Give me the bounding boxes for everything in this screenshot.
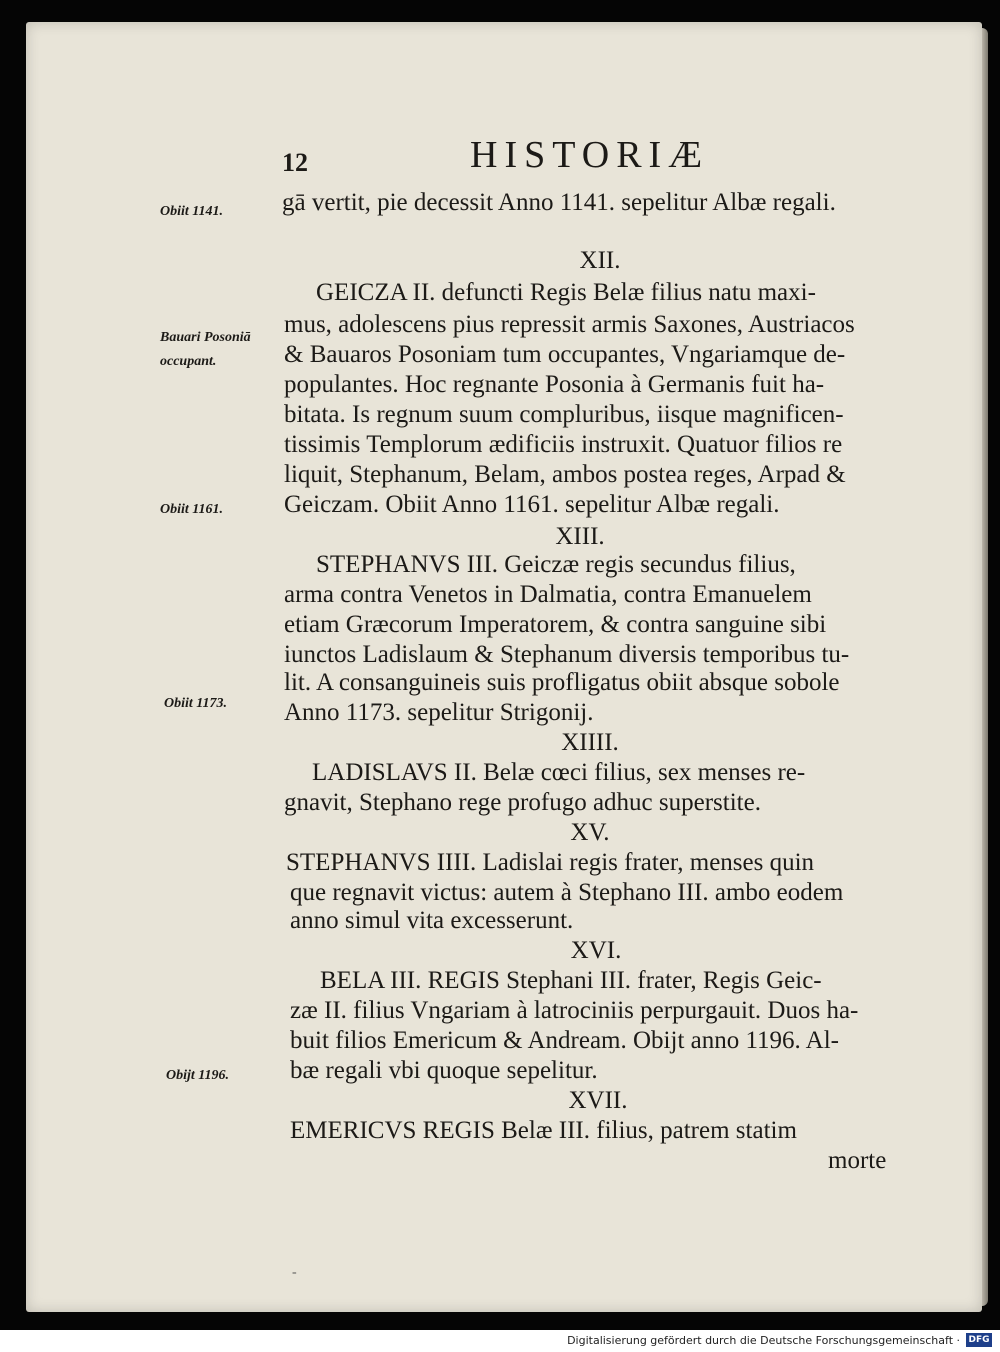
- footer-credit: Digitalisierung gefördert durch die Deutsche Forschungsgemeinschaft ·: [567, 1334, 960, 1347]
- text-line: gnavit, Stephano rege profugo adhuc superstite.: [284, 789, 761, 816]
- text-line: bæ regali vbi quoque sepelitur.: [290, 1057, 598, 1084]
- margin-note-obiit-1173: Obiit 1173.: [164, 696, 228, 711]
- margin-note-occupant: occupant.: [160, 354, 217, 369]
- section-heading: XIII.: [555, 523, 605, 550]
- text-line: STEPHANVS IIII. Ladislai regis frater, menses quin: [286, 849, 815, 876]
- text-line: populantes. Hoc regnante Posonia à Germanis fuit ha-: [284, 371, 825, 398]
- section-heading: XVI.: [570, 937, 622, 964]
- margin-note-obiit-1161: Obiit 1161.: [160, 502, 224, 517]
- text-line: tissimis Templorum ædificiis instruxit. Quatuor filios re: [284, 431, 843, 458]
- catchword: morte: [828, 1147, 887, 1174]
- text-line: etiam Græcorum Imperatorem, & contra sanguine sibi: [284, 611, 827, 638]
- text-line: GEICZA II. defuncti Regis Belæ filius natu maxi-: [316, 279, 816, 306]
- section-heading: XVII.: [568, 1087, 628, 1114]
- text-line: EMERICVS REGIS Belæ III. filius, patrem statim: [290, 1117, 797, 1144]
- text-line: bitata. Is regnum suum compluribus, iisque magnificen-: [284, 401, 844, 428]
- text-line: anno simul vita excesserunt.: [290, 907, 574, 934]
- text-line: lit. A consanguineis suis profligatus obiit absque sobole: [284, 669, 840, 696]
- text-line: gā vertit, pie decessit Anno 1141. sepelitur Albæ regali.: [282, 189, 836, 216]
- text-line: buit filios Emericum & Andream. Obijt anno 1196. Al-: [290, 1027, 839, 1054]
- text-line: & Bauaros Posoniam tum occupantes, Vngariamque de-: [284, 341, 846, 368]
- text-line: liquit, Stephanum, Belam, ambos postea reges, Arpad &: [284, 461, 846, 488]
- footnote-mark: -: [292, 1265, 297, 1280]
- page-number: 12: [282, 148, 308, 177]
- text-line: iunctos Ladislaum & Stephanum diversis temporibus tu-: [284, 641, 850, 668]
- margin-note-bauari: Bauari Posoniā: [160, 330, 251, 345]
- text-line: Anno 1173. sepelitur Strigonij.: [284, 699, 594, 726]
- running-title: HISTORIÆ: [470, 134, 709, 176]
- text-line: arma contra Venetos in Dalmatia, contra Emanuelem: [284, 581, 812, 608]
- section-heading: XIIII.: [561, 729, 619, 756]
- section-heading: XV.: [570, 819, 610, 846]
- text-line: que regnavit victus: autem à Stephano III. ambo eodem: [290, 879, 844, 906]
- dfg-logo: DFG: [966, 1333, 992, 1347]
- margin-note-obiit-1141: Obiit 1141.: [160, 204, 224, 219]
- text-line: Geiczam. Obiit Anno 1161. sepelitur Albæ regali.: [284, 491, 780, 518]
- text-line: LADISLAVS II. Belæ cœci filius, sex menses re-: [312, 759, 806, 786]
- margin-note-obijt-1196: Obijt 1196.: [166, 1068, 230, 1083]
- text-line: BELA III. REGIS Stephani III. frater, Regis Geic-: [320, 967, 822, 994]
- text-line: mus, adolescens pius repressit armis Saxones, Austriacos: [284, 311, 855, 338]
- section-heading: XII.: [579, 247, 621, 274]
- text-line: zæ II. filius Vngariam à latrociniis perpurgauit. Duos ha-: [290, 997, 859, 1024]
- text-line: STEPHANVS III. Geiczæ regis secundus filius,: [316, 551, 796, 578]
